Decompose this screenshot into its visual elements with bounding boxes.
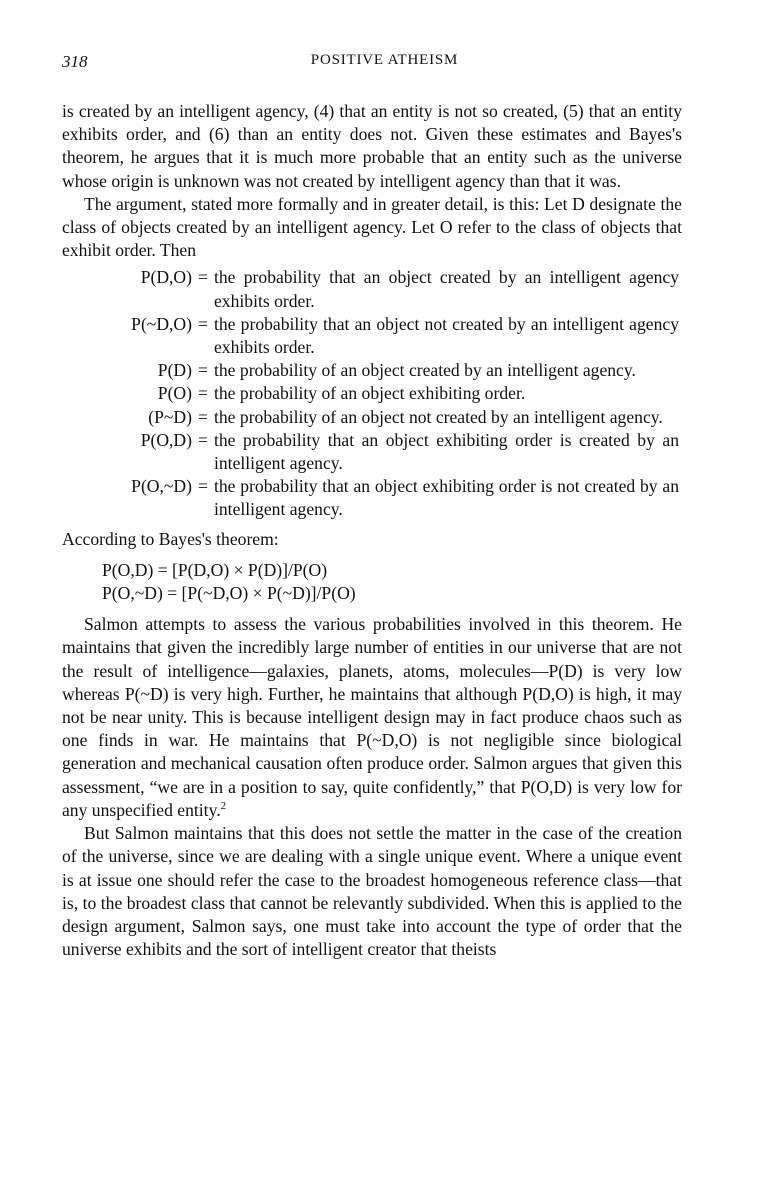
running-head: POSITIVE ATHEISM (310, 52, 459, 68)
equals-sign: = (198, 476, 208, 497)
definition-text: the probability of an object created by an intelligent agency. (214, 360, 636, 381)
footnote-marker: 2 (220, 800, 227, 813)
paragraph-text: Salmon attempts to assess the various probabilities involved in this theorem. He maintains that given the incredibly large number of entities in our universe that are not the result of intelligence—galaxies, planets, atoms, molecules—P(D) is very low whereas P(~D) is very high. Further, he maintains that although P(D,O) is high, it may not be near unity. This is because intelligent design may in fact produce chaos such as one finds in war. He maintains that P(~D,O) is not negligible since biological generation and mechanical causation often produce order. Salmon argues that given this assessment, “we are in a position to say, quite confidently,” that P(O,D) is very low for any unspecified entity. (62, 614, 682, 820)
equation: P(O,D) = [P(D,O) × P(D)]/P(O) (102, 559, 328, 580)
definition-text: the probability of an object not created by an intelligent agency. (214, 406, 663, 427)
definition-text: the probability that an object exhibiting order is created by an intelligent agency. (214, 429, 679, 474)
definition-symbol: P(O,D) (140, 429, 192, 450)
definition-symbol: P(~D,O) (131, 313, 192, 334)
definition-list (62, 266, 682, 521)
equals-sign: = (198, 267, 208, 288)
equation: P(O,~D) = [P(~D,O) × P(~D)]/P(O) (102, 583, 356, 604)
definition-symbol: P(D) (157, 360, 192, 381)
definition-row (62, 382, 682, 405)
definition-symbol: P(D,O) (140, 267, 192, 288)
definition-text: the probability that an object exhibiting order is not created by an intelligent agency. (214, 476, 679, 520)
definition-row (62, 313, 682, 359)
equals-sign: = (198, 360, 208, 381)
equation-block (62, 559, 682, 605)
definition-row (62, 266, 682, 312)
definition-row (62, 429, 682, 475)
paragraph-unique-event: But Salmon maintains that this does not settle the matter in the case of the creation of the universe, since we are dealing with a single unique event. Where a unique event is at issue one should refer the case to the broadest homogeneous reference class—that is, to the broadest class that cannot be relevantly subdivided. When this is applied to the design argument, Salmon says, one must take into account the type of order that the universe exhibits and the sort of intelligent creator that theists (62, 823, 682, 960)
paragraph-continuation: is created by an intelligent agency, (4) that an entity is not so created, (5) that an entity exhibits order, and (6) than an entity does not. Given these estimates and Bayes's theorem, he argues that it is much more probable that an entity such as the universe whose origin is unknown was not created by intelligent agency than that it was. (62, 101, 682, 191)
paragraph-bayes-intro: According to Bayes's theorem: (62, 528, 279, 549)
definition-row (62, 475, 682, 521)
equals-sign: = (198, 406, 208, 427)
definition-symbol: P(O,~D) (131, 476, 192, 497)
equals-sign: = (198, 429, 208, 450)
page-number: 318 (62, 52, 88, 71)
definition-row (62, 359, 682, 382)
paragraph-argument: The argument, stated more formally and in greater detail, is this: Let D designate the class of objects created by an intelligent agency. Let O refer to the class of objects that exhibit order. Then (62, 193, 682, 261)
paragraph-salmon-assessment (62, 613, 682, 822)
definition-row (62, 406, 682, 429)
equals-sign: = (198, 383, 208, 404)
definition-text: the probability that an object created by an intelligent agency exhibits order. (214, 267, 679, 311)
equals-sign: = (198, 313, 208, 334)
definition-text: the probability that an object not created by an intelligent agency exhibits order. (214, 313, 679, 358)
definition-symbol: P(O) (157, 383, 192, 404)
page-header (62, 52, 707, 76)
definition-symbol: (P~D) (148, 406, 192, 427)
definition-text: the probability of an object exhibiting order. (214, 383, 526, 404)
page-body (62, 100, 682, 961)
